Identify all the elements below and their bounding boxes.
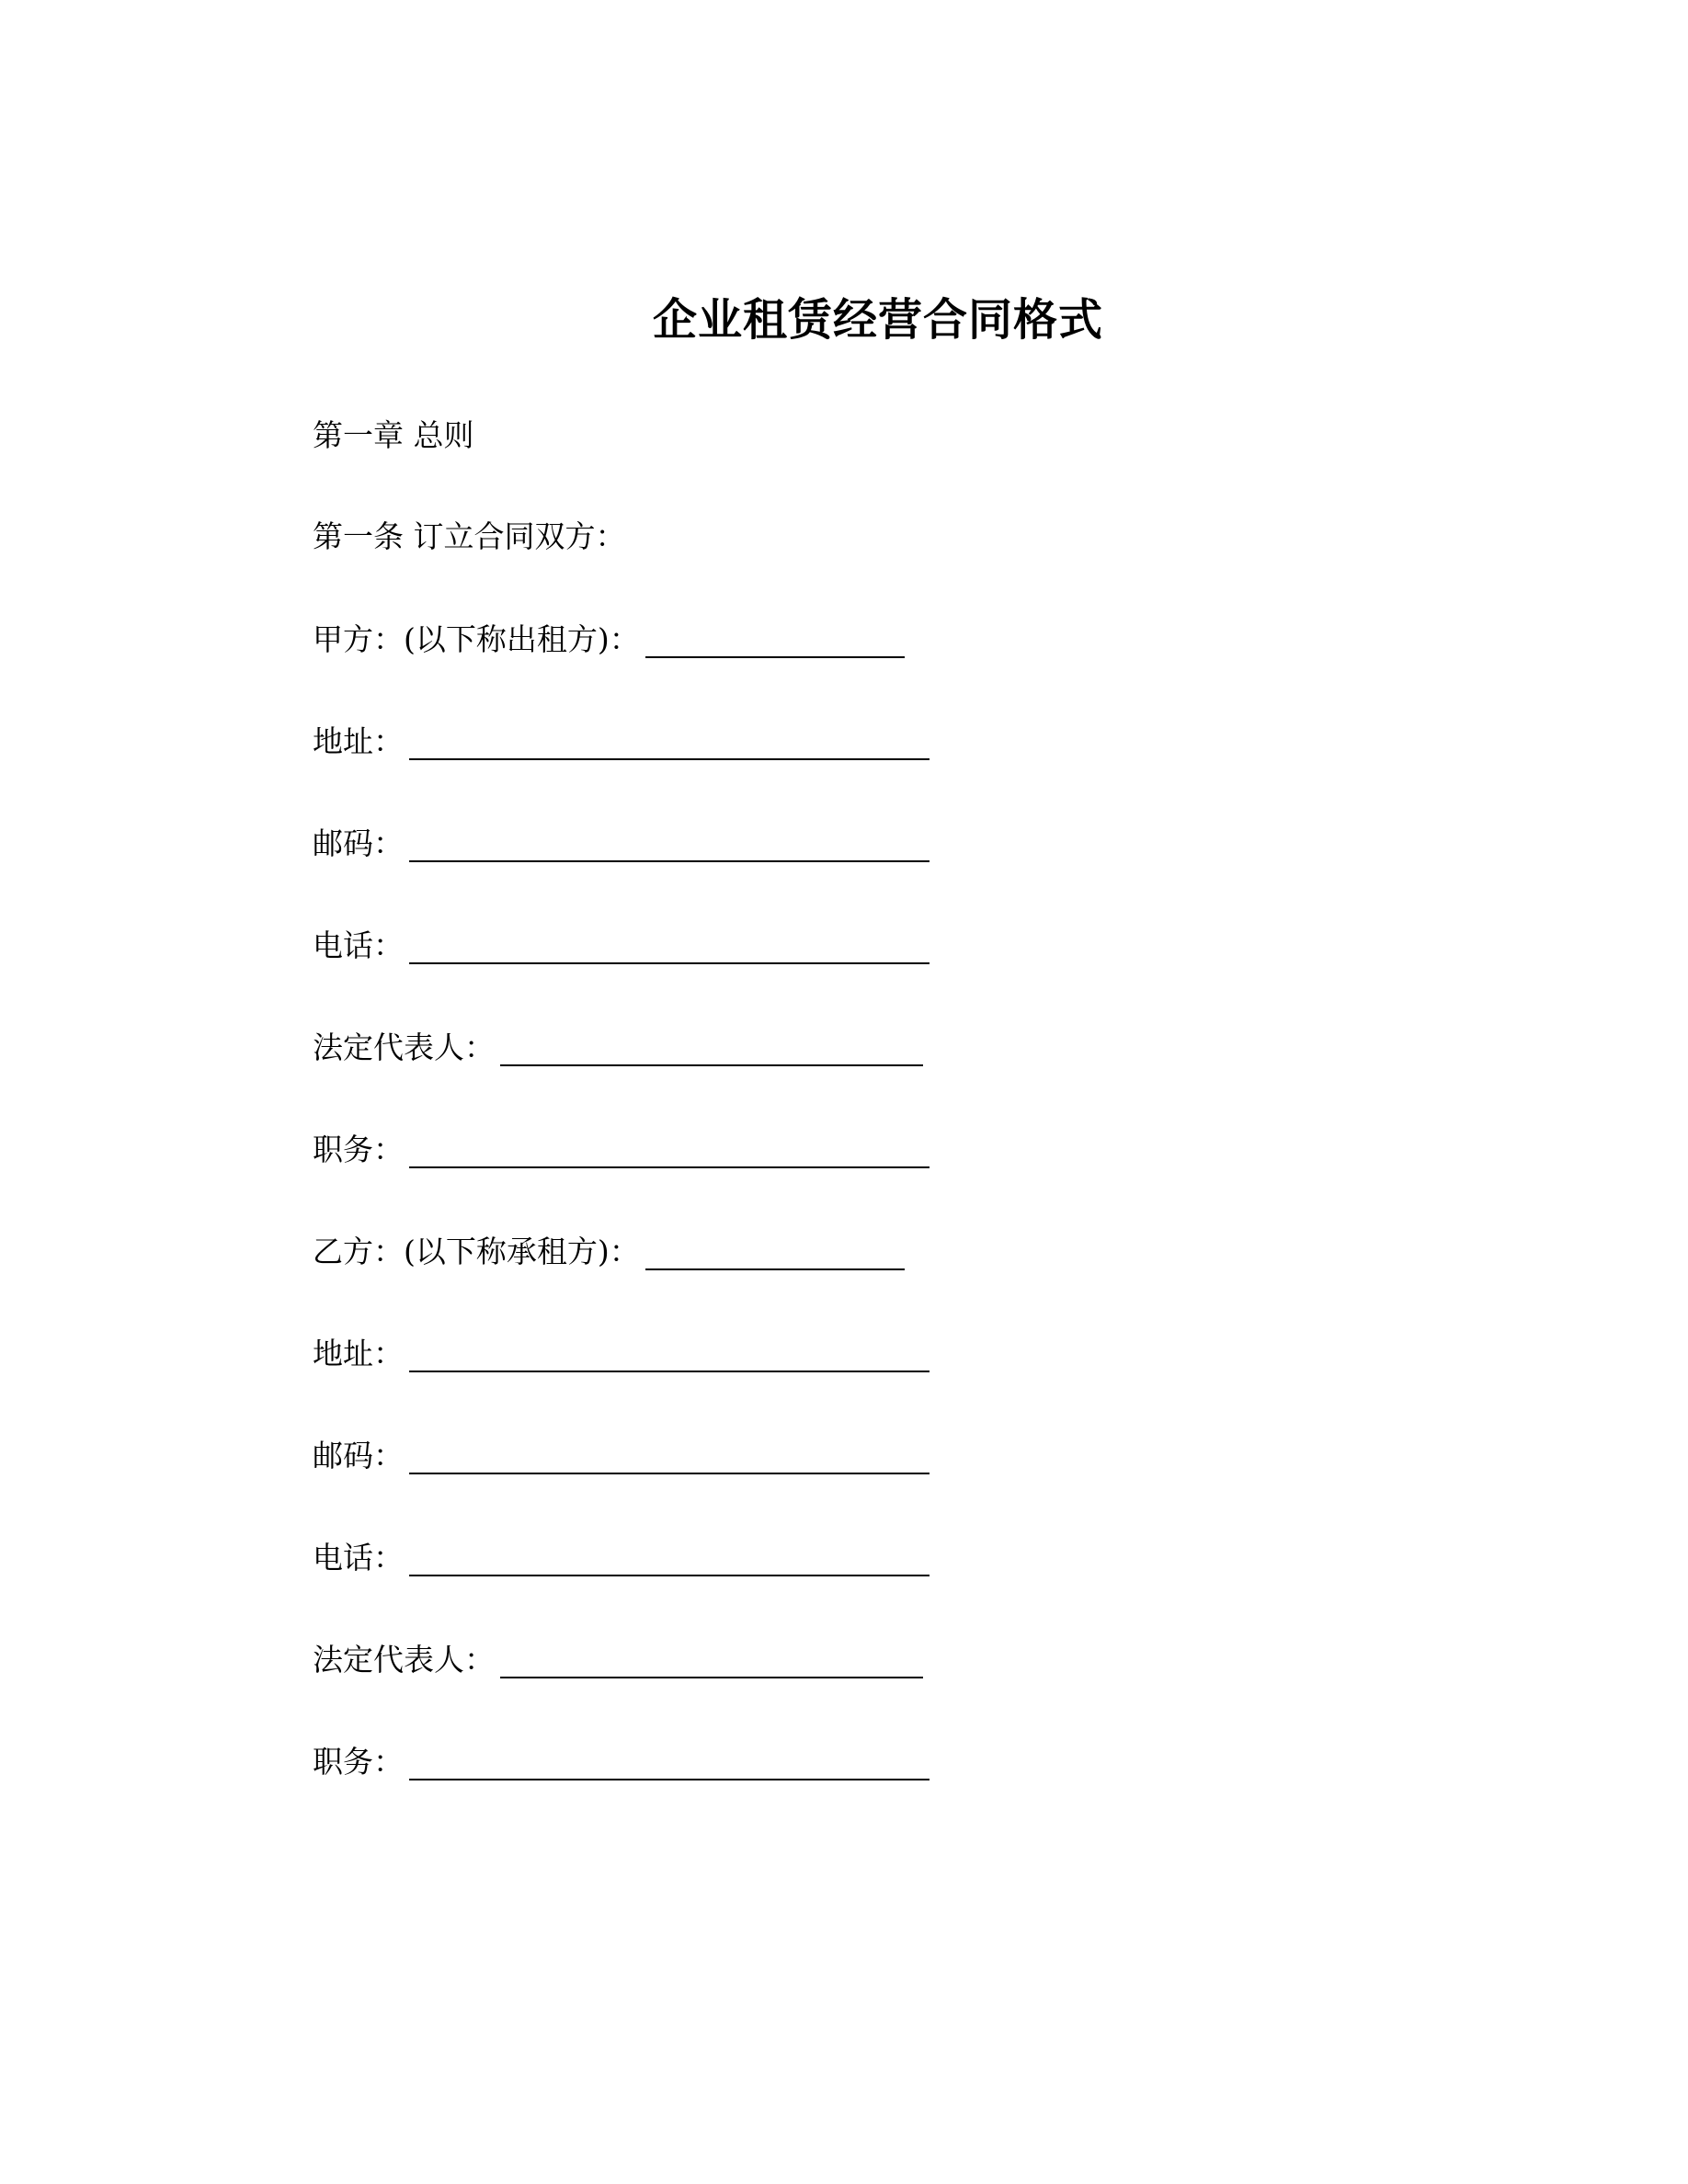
party-a-position-line bbox=[313, 1130, 930, 1170]
party-a-address-label: 地址： bbox=[313, 723, 404, 759]
party-b-heading-line bbox=[313, 1232, 905, 1272]
party-b-position-label: 职务： bbox=[313, 1744, 404, 1780]
party-a-representative-line bbox=[313, 1028, 923, 1068]
party-b-postcode-line bbox=[313, 1436, 930, 1476]
party-b-representative-line bbox=[313, 1640, 923, 1680]
party-b-postcode-blank[interactable] bbox=[409, 1441, 930, 1474]
party-b-representative-blank[interactable] bbox=[500, 1645, 923, 1678]
document-title: 企业租赁经营合同格式 bbox=[652, 294, 1103, 346]
party-b-position-line bbox=[313, 1742, 930, 1782]
party-a-postcode-line bbox=[313, 824, 930, 864]
party-a-name-blank[interactable] bbox=[645, 625, 905, 658]
party-b-heading: 乙方：(以下称承租方)： bbox=[313, 1234, 640, 1269]
party-a-representative-label: 法定代表人： bbox=[313, 1029, 495, 1065]
party-a-phone-blank[interactable] bbox=[409, 931, 930, 964]
party-b-phone-label: 电话： bbox=[313, 1540, 404, 1575]
party-b-name-blank[interactable] bbox=[645, 1237, 905, 1270]
party-a-postcode-blank[interactable] bbox=[409, 829, 930, 862]
party-a-representative-blank[interactable] bbox=[500, 1033, 923, 1066]
party-a-phone-line bbox=[313, 926, 930, 966]
chapter-heading-text: 第一章 总则 bbox=[313, 417, 474, 453]
chapter-heading bbox=[313, 415, 474, 456]
party-a-heading: 甲方：(以下称出租方)： bbox=[313, 621, 640, 657]
party-a-position-label: 职务： bbox=[313, 1132, 404, 1167]
party-a-postcode-label: 邮码： bbox=[313, 825, 404, 861]
party-b-representative-label: 法定代表人： bbox=[313, 1642, 495, 1678]
party-b-phone-blank[interactable] bbox=[409, 1543, 930, 1576]
party-b-address-blank[interactable] bbox=[409, 1339, 930, 1372]
article-heading-text: 第一条 订立合同双方： bbox=[313, 518, 626, 554]
party-b-address-label: 地址： bbox=[313, 1336, 404, 1371]
party-b-position-blank[interactable] bbox=[409, 1747, 930, 1780]
party-a-phone-label: 电话： bbox=[313, 927, 404, 963]
party-a-address-blank[interactable] bbox=[409, 727, 930, 760]
article-heading bbox=[313, 517, 626, 557]
party-b-postcode-label: 邮码： bbox=[313, 1438, 404, 1473]
party-a-heading-line bbox=[313, 620, 905, 660]
party-b-phone-line bbox=[313, 1538, 930, 1578]
party-a-position-blank[interactable] bbox=[409, 1135, 930, 1168]
party-b-address-line bbox=[313, 1334, 930, 1374]
party-a-address-line bbox=[313, 722, 930, 762]
